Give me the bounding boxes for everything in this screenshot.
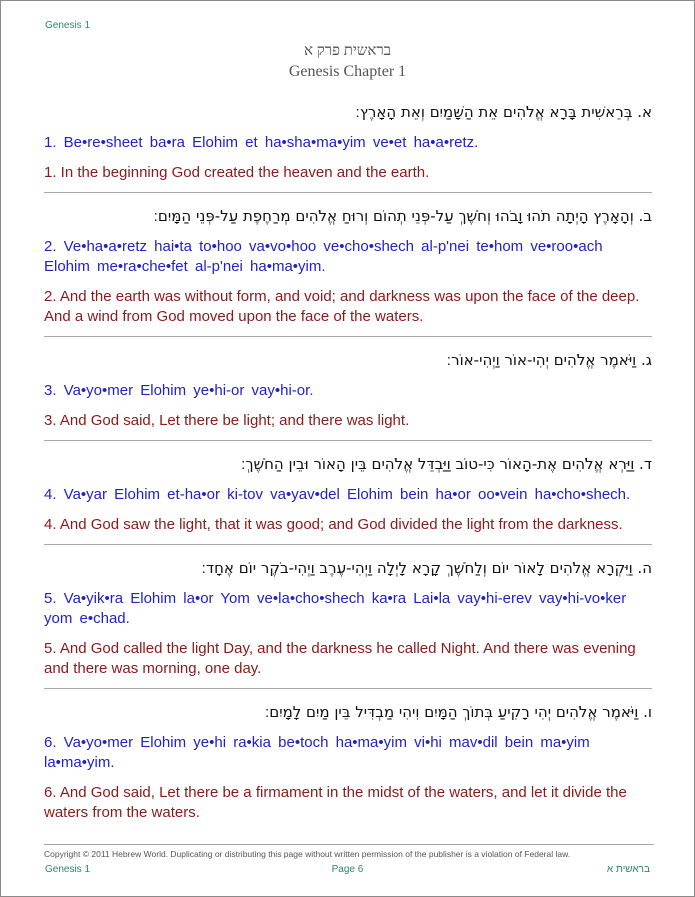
english-translation: 5. And God called the light Day, and the darkness he called Night. And there was evening and there was morning, one day. bbox=[44, 640, 636, 677]
transliteration-text: 3. Va•yo•mer Elohim ye•hi-or vay•hi-or. bbox=[44, 382, 314, 399]
english-translation: 3. And God said, Let there be light; and there was light. bbox=[44, 412, 410, 429]
verse-list bbox=[44, 101, 652, 844]
hebrew-text: ג. וַיֹּאמֶר אֱלֹהִים יְהִי-אוֹר וַיְהִי-אוֹר׃ bbox=[446, 351, 652, 369]
verse-5 bbox=[44, 557, 652, 689]
verse-2 bbox=[44, 205, 652, 337]
page-number: Page 6 bbox=[331, 864, 364, 875]
hebrew-text: ב. וְהָאָרֶץ הָיְתָה תֹהוּ וָבֹהוּ וְחֹשֶׁךְ עַל-פְּנֵי תְהוֹם וְרוּחַ אֱלֹהִים מְרַחֶפֶת עַל-פְּנֵי הַמָּיִם׃ bbox=[153, 207, 652, 225]
verse-3 bbox=[44, 349, 652, 441]
running-head: Genesis 1 bbox=[45, 20, 91, 31]
verse-6 bbox=[44, 701, 652, 832]
english-translation: 1. In the beginning God created the heaven and the earth. bbox=[44, 164, 430, 181]
hebrew-text: ד. וַיַּרְא אֱלֹהִים אֶת-הָאוֹר כִּי-טוֹב וַיַּבְדֵּל אֱלֹהִים בֵּין הָאוֹר וּבֵין הַחֹשֶׁךְ׃ bbox=[241, 455, 652, 473]
chapter-title-english: Genesis Chapter 1 bbox=[288, 63, 407, 80]
footer-book-label: Genesis 1 bbox=[45, 864, 91, 875]
transliteration-text: 2. Ve•ha•a•retz hai•ta to•hoo va•vo•hoo ve•cho•shech al-p'nei te•hom ve•roo•ach Elohim me•ra•che•fet al-p'nei ha•ma•yim. bbox=[44, 238, 603, 275]
hebrew-text: א. בְּרֵאשִׁית בָּרָא אֱלֹהִים אֵת הַשָּׁמַיִם וְאֵת הָאָרֶץ׃ bbox=[355, 103, 652, 121]
transliteration-text: 5. Va•yik•ra Elohim la•or Yom ve•la•cho•shech ka•ra Lai•la vay•hi-erev vay•hi-vo•ker yom e•chad. bbox=[44, 590, 627, 627]
transliteration-text: 6. Va•yo•mer Elohim ye•hi ra•kia be•toch ha•ma•yim vi•hi mav•dil bein ma•yim la•ma•yim. bbox=[44, 734, 590, 771]
hebrew-text: ה. וַיִּקְרָא אֱלֹהִים לָאוֹר יוֹם וְלַחֹשֶׁךְ קָרָא לָיְלָה וַיְהִי-עֶרֶב וַיְהִי-בֹקֶר יוֹם אֶחָד׃ bbox=[201, 559, 652, 577]
hebrew-text: ו. וַיֹּאמֶר אֱלֹהִים יְהִי רָקִיעַ בְּתוֹךְ הַמָּיִם וִיהִי מַבְדִּיל בֵּין מַיִם לָמָיִם׃ bbox=[264, 703, 652, 721]
transliteration-text: 4. Va•yar Elohim et-ha•or ki-tov va•yav•del Elohim bein ha•or oo•vein ha•cho•shech. bbox=[44, 486, 631, 503]
footer-divider bbox=[44, 844, 654, 845]
copyright-notice: Copyright © 2011 Hebrew World. Duplicating or distributing this page without written permission of the publisher is a violation of Federal law. bbox=[44, 849, 571, 859]
transliteration-text: 1. Be•re•sheet ba•ra Elohim et ha•sha•ma•yim ve•et ha•a•retz. bbox=[44, 134, 479, 151]
english-translation: 6. And God said, Let there be a firmament in the midst of the waters, and let it divide the waters from the waters. bbox=[44, 784, 627, 821]
english-translation: 2. And the earth was without form, and void; and darkness was upon the face of the deep. And a wind from God moved upon the face of the waters. bbox=[44, 288, 640, 325]
chapter-title-hebrew: בראשית פרק א bbox=[303, 43, 392, 59]
footer-hebrew-label: בראשית א bbox=[606, 864, 650, 875]
verse-1 bbox=[44, 101, 652, 193]
english-translation: 4. And God saw the light, that it was good; and God divided the light from the darkness. bbox=[44, 516, 623, 533]
verse-4 bbox=[44, 453, 652, 545]
